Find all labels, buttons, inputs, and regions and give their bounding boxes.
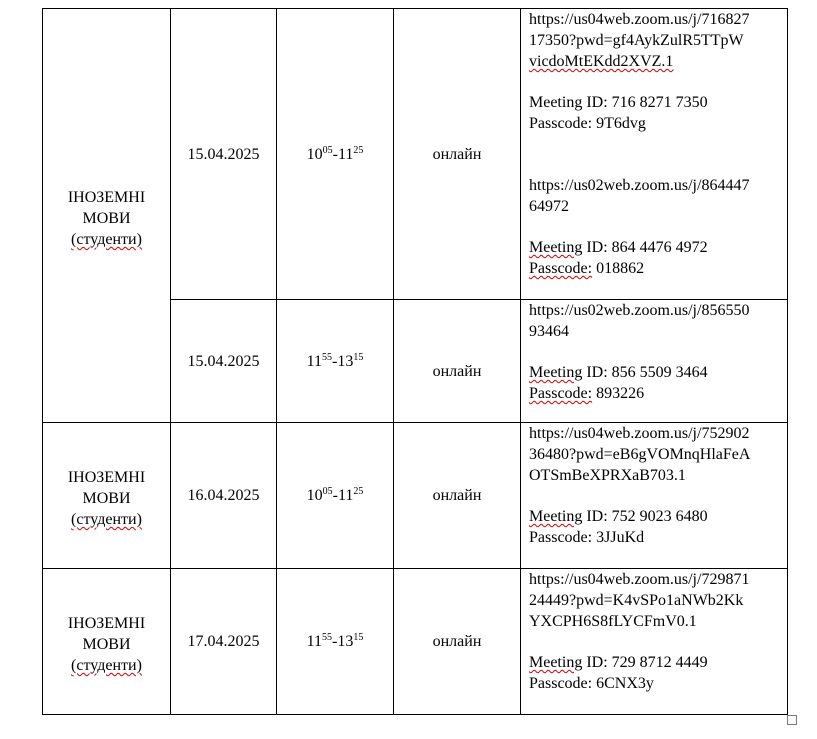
subject-line: ІНОЗЕМНІ — [67, 189, 146, 206]
zoom-link[interactable]: https://us04web.zoom.us/j/729871 — [529, 571, 750, 588]
subject-line: ІНОЗЕМНІ — [67, 615, 146, 632]
links-cell — [521, 9, 788, 300]
zoom-link[interactable]: OTSmBeXPRXaB703.1 — [529, 467, 686, 484]
subject-line: (студенти) — [71, 231, 142, 248]
table-row — [43, 9, 788, 300]
subject-line: МОВИ — [82, 490, 131, 507]
zoom-link[interactable]: 36480?pwd=eB6gVOMnqHlaFeA — [529, 446, 751, 463]
schedule-table — [42, 8, 788, 715]
subject-cell — [43, 9, 171, 423]
links-cell — [521, 569, 788, 715]
time-cell: $11^{55}-13^{15}$ — [277, 300, 394, 423]
subject-line: МОВИ — [82, 636, 131, 653]
subject-line: (студенти) — [71, 657, 142, 674]
format-cell: онлайн — [394, 300, 521, 423]
date-cell: 15.04.2025 — [171, 300, 277, 423]
zoom-link[interactable]: 17350?pwd=gf4AykZulR5TTpW — [529, 32, 744, 49]
time-cell: $10^{05}-11^{25}$ — [277, 423, 394, 569]
zoom-link[interactable]: https://us02web.zoom.us/j/864447 — [529, 177, 750, 194]
meeting-id: Meeting ID: 716 8271 7350 — [529, 94, 708, 111]
links-cell — [521, 300, 788, 423]
zoom-link[interactable]: 24449?pwd=K4vSPo1aNWb2Kk — [529, 592, 744, 609]
meeting-id: Meeting ID: 856 5509 3464 — [529, 364, 708, 381]
zoom-link[interactable]: https://us04web.zoom.us/j/752902 — [529, 425, 750, 442]
subject-line: (студенти) — [71, 511, 142, 528]
subject-line: МОВИ — [82, 210, 131, 227]
zoom-link[interactable]: 93464 — [529, 323, 569, 340]
time-cell: $11^{55}-13^{15}$ — [277, 569, 394, 715]
passcode: Passcode: 9T6dvg — [529, 115, 646, 132]
format-cell: онлайн — [394, 569, 521, 715]
table-row — [43, 423, 788, 569]
format-cell: онлайн — [394, 9, 521, 300]
subject-line: ІНОЗЕМНІ — [67, 469, 146, 486]
passcode: Passcode: 3JJuKd — [529, 529, 645, 546]
meeting-id: Meeting ID: 864 4476 4972 — [529, 239, 708, 256]
passcode: Passcode: 893226 — [529, 385, 645, 402]
zoom-link[interactable]: 64972 — [529, 198, 569, 215]
meeting-id: Meeting ID: 729 8712 4449 — [529, 654, 708, 671]
table-row — [43, 569, 788, 715]
date-cell: 16.04.2025 — [171, 423, 277, 569]
table-resize-handle[interactable] — [787, 715, 797, 725]
zoom-link[interactable]: vicdoMtEKdd2XVZ.1 — [529, 53, 674, 70]
passcode: Passcode: 6CNX3y — [529, 675, 654, 692]
meeting-id: Meeting ID: 752 9023 6480 — [529, 508, 708, 525]
zoom-link[interactable]: https://us04web.zoom.us/j/716827 — [529, 11, 750, 28]
zoom-link[interactable]: YXCPH6S8fLYCFmV0.1 — [529, 613, 697, 630]
date-cell: 17.04.2025 — [171, 569, 277, 715]
format-cell: онлайн — [394, 423, 521, 569]
time-cell: $10^{05}-11^{25}$ — [277, 9, 394, 300]
subject-cell — [43, 423, 171, 569]
links-cell — [521, 423, 788, 569]
zoom-link[interactable]: https://us02web.zoom.us/j/856550 — [529, 302, 750, 319]
date-cell: 15.04.2025 — [171, 9, 277, 300]
passcode: Passcode: 018862 — [529, 260, 645, 277]
subject-cell — [43, 569, 171, 715]
